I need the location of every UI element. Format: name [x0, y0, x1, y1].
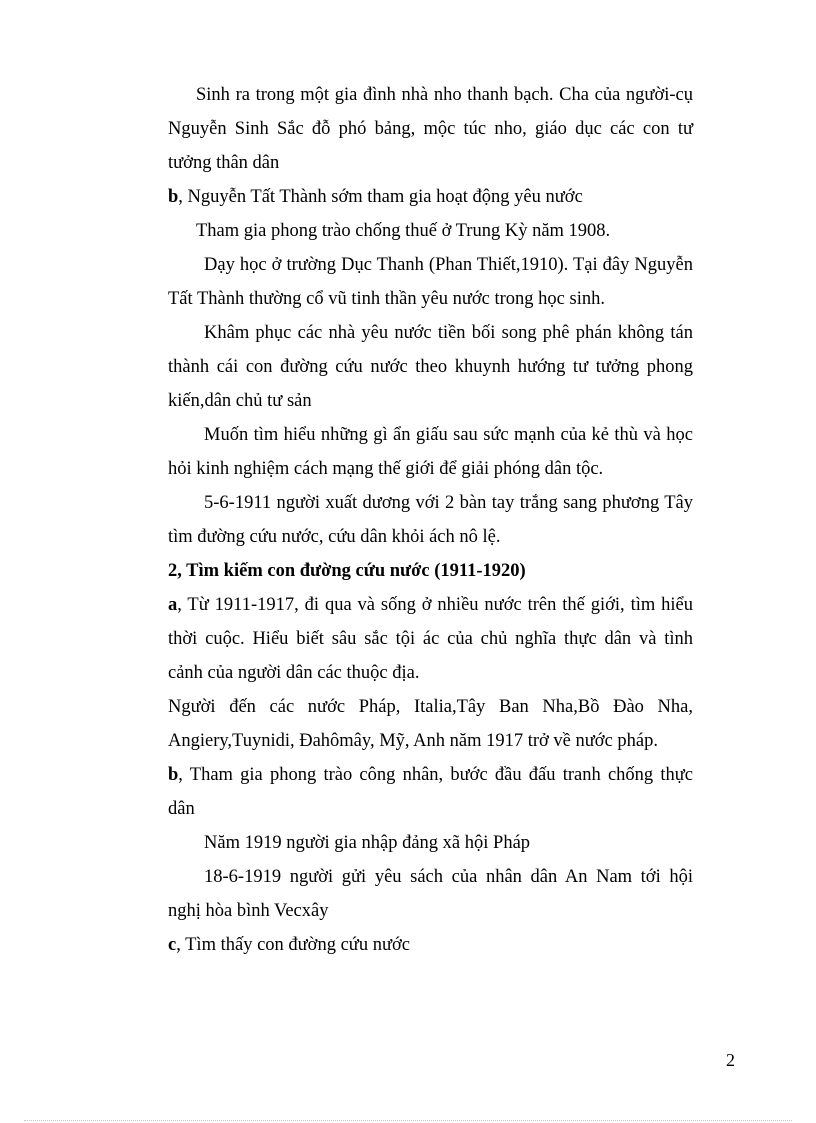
paragraph-line: Nguyễn Sinh Sắc đỗ phó bảng, mộc túc nho, giáo dục các con tư: [168, 119, 693, 139]
paragraph-line: kiến,dân chủ tư sản: [168, 391, 312, 411]
paragraph-line: Dạy học ở trường Dục Thanh (Phan Thiết,1910). Tại đây Nguyễn: [204, 255, 693, 275]
paragraph-line: Tham gia phong trào chống thuế ở Trung Kỳ năm 1908.: [196, 221, 611, 241]
paragraph-line: Tất Thành thường cổ vũ tinh thần yêu nước trong học sinh.: [168, 289, 605, 309]
subsection-heading-b2: [168, 758, 693, 792]
paragraph-line: Năm 1919 người gia nhập đảng xã hội Pháp: [204, 833, 531, 853]
paragraph-line: Người đến các nước Pháp, Italia,Tây Ban Nha,Bồ Đào Nha,: [168, 697, 693, 717]
document-body: [168, 78, 693, 962]
subsection-title: , Tham gia phong trào công nhân, bước đầu đấu tranh chống thực: [178, 765, 693, 785]
paragraph-line: Angiery,Tuynidi, Đahômây, Mỹ, Anh năm 1917 trở về nước pháp.: [168, 731, 658, 751]
section-heading: [168, 554, 693, 588]
subsection-heading-a: [168, 588, 693, 622]
paragraph-line: tưởng thân dân: [168, 153, 280, 173]
paragraph-line: Sinh ra trong một gia đình nhà nho thanh bạch. Cha của người-cụ: [196, 85, 693, 105]
subsection-letter: a: [168, 595, 178, 615]
paragraph-line: Muốn tìm hiểu những gì ẩn giấu sau sức mạnh của kẻ thù và học: [204, 425, 693, 445]
paragraph-line: nghị hòa bình Vecxây: [168, 901, 329, 921]
paragraph-line: Khâm phục các nhà yêu nước tiền bối song phê phán không tán: [204, 323, 693, 343]
paragraph-line: dân: [168, 799, 195, 819]
paragraph-line: 5-6-1911 người xuất dương với 2 bàn tay trắng sang phương Tây: [204, 493, 693, 513]
paragraph-line: 18-6-1919 người gửi yêu sách của nhân dân An Nam tới hội: [204, 867, 693, 887]
subsection-letter: b: [168, 187, 179, 207]
subsection-heading-c: [168, 928, 693, 962]
page-bottom-divider: [24, 1120, 792, 1121]
paragraph-line: hỏi kinh nghiệm cách mạng thế giới để giải phóng dân tộc.: [168, 459, 604, 479]
subsection-heading-b1: [168, 180, 693, 214]
subsection-letter: c: [168, 935, 177, 955]
page-number: 2: [726, 1050, 735, 1070]
paragraph-line: cảnh của người dân các thuộc địa.: [168, 663, 420, 683]
paragraph-line: tìm đường cứu nước, cứu dân khỏi ách nô lệ.: [168, 527, 501, 547]
subsection-title: , Từ 1911-1917, đi qua và sống ở nhiều nước trên thế giới, tìm hiểu: [177, 595, 693, 615]
paragraph-line: thời cuộc. Hiểu biết sâu sắc tội ác của chủ nghĩa thực dân và tình: [168, 629, 693, 649]
subsection-letter: b: [168, 765, 179, 785]
subsection-title: , Tìm thấy con đường cứu nước: [176, 935, 410, 955]
subsection-title: , Nguyễn Tất Thành sớm tham gia hoạt động yêu nước: [178, 187, 583, 207]
section-title: 2, Tìm kiếm con đường cứu nước (1911-1920): [168, 561, 526, 581]
paragraph-line: thành cái con đường cứu nước theo khuynh hướng tư tưởng phong: [168, 357, 693, 377]
